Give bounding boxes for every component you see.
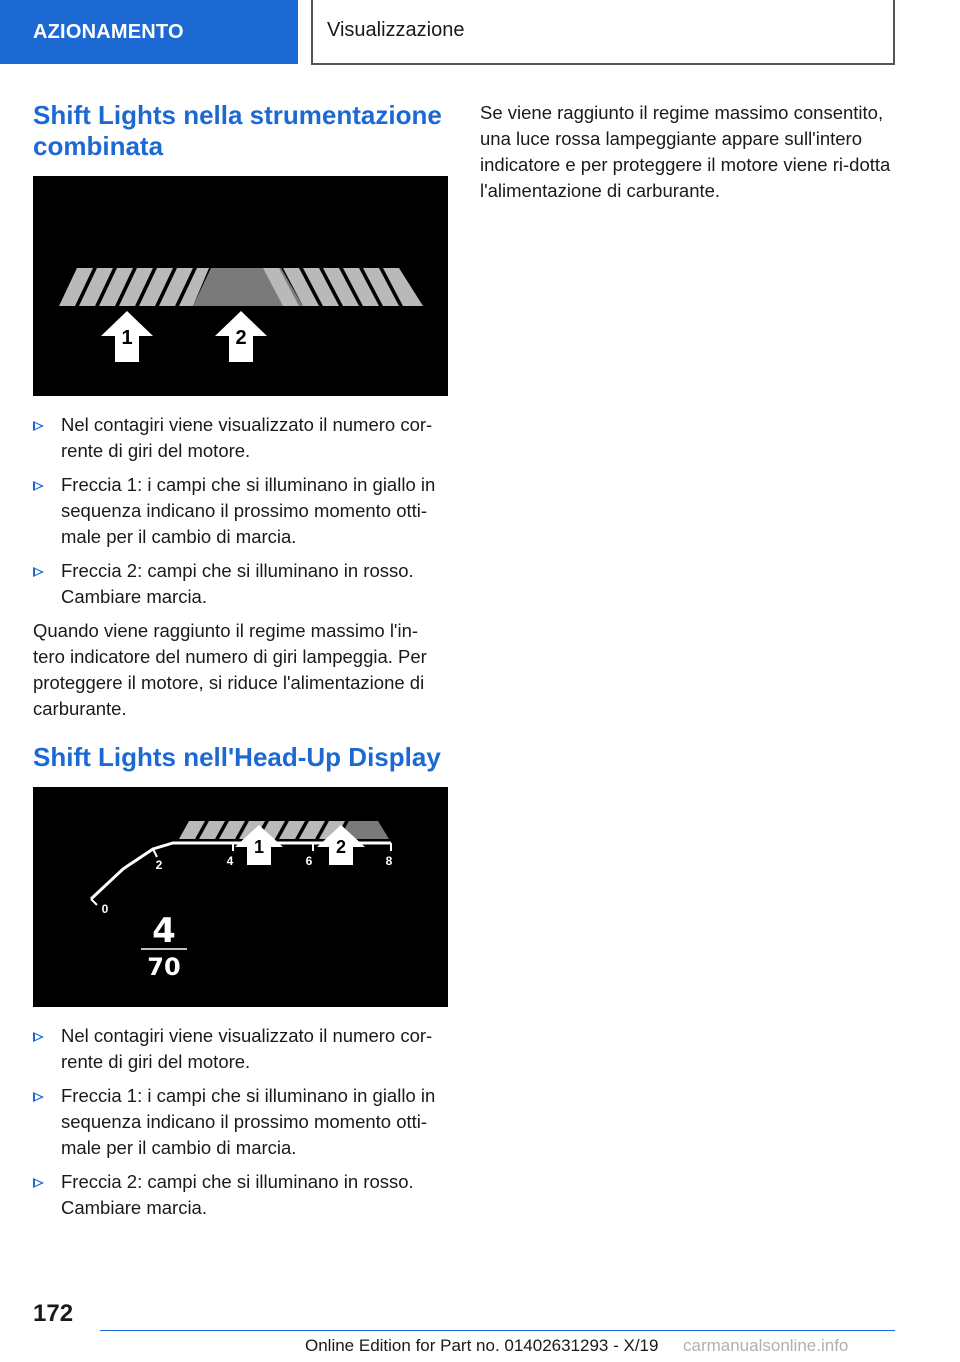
edition-text: Online Edition for Part no. 01402631293 - X/19 bbox=[305, 1336, 659, 1355]
right-column bbox=[480, 100, 900, 204]
hud-scale-8: 8 bbox=[385, 854, 393, 868]
hud-shift-segments bbox=[179, 821, 389, 839]
footer-divider bbox=[100, 1330, 895, 1331]
list-item: Freccia 2: campi che si illuminano in rosso. Cambiare marcia. bbox=[33, 1169, 448, 1221]
hud-scale-2: 2 bbox=[155, 858, 163, 872]
hud-scale-4: 4 bbox=[226, 854, 234, 868]
watermark: carmanualsonline.info bbox=[683, 1336, 849, 1355]
section1-title: Shift Lights nella strumentazione combinata bbox=[33, 100, 442, 161]
head-up-display-figure bbox=[33, 787, 448, 1007]
shift-light-segments bbox=[59, 268, 423, 306]
hud-shift-lights-graphic bbox=[33, 787, 448, 1007]
hud-arrow-1-label: 1 bbox=[253, 837, 265, 857]
list-item: Freccia 1: i campi che si illuminano in giallo in sequenza indicano il prossimo momento otti-male per il cambio di marcia. bbox=[33, 1083, 448, 1161]
hud-scale-0: 0 bbox=[101, 902, 109, 916]
hud-speed-value: 70 bbox=[147, 953, 181, 981]
section2-title: Shift Lights nell'Head-Up Display bbox=[33, 742, 441, 772]
list-item: Nel contagiri viene visualizzato il numero cor-rente di giri del motore. bbox=[33, 1023, 448, 1075]
left-column bbox=[33, 100, 448, 1229]
hud-arrow-2-label: 2 bbox=[335, 837, 347, 857]
page-number: 172 bbox=[33, 1300, 74, 1327]
arrow-2-label: 2 bbox=[235, 327, 247, 349]
chapter-title: Visualizzazione bbox=[311, 0, 895, 65]
right-paragraph: Se viene raggiunto il regime massimo consentito, una luce rossa lampeggiante appare sull'intero indicatore e per proteggere il motore viene ri-dotta l'alimentazione di carburante. bbox=[480, 102, 891, 201]
triangle-bullet-icon bbox=[33, 1092, 44, 1102]
list-item: Freccia 2: campi che si illuminano in rosso. Cambiare marcia. bbox=[33, 558, 448, 610]
hud-scale-6: 6 bbox=[305, 854, 313, 868]
triangle-bullet-icon bbox=[33, 481, 44, 491]
section-tab: AZIONAMENTO bbox=[0, 0, 298, 64]
triangle-bullet-icon bbox=[33, 1178, 44, 1188]
triangle-bullet-icon bbox=[33, 567, 44, 577]
instrument-cluster-figure bbox=[33, 176, 448, 396]
list-item: Nel contagiri viene visualizzato il numero cor-rente di giri del motore. bbox=[33, 412, 448, 464]
section1-paragraph: Quando viene raggiunto il regime massimo l'in-tero indicatore del numero di giri lampeggia. Per proteggere il motore, si riduce l'alimentazione di carburante. bbox=[33, 620, 427, 719]
arrow-1-label: 1 bbox=[121, 327, 133, 349]
section1-bullet-list bbox=[33, 412, 448, 610]
triangle-bullet-icon bbox=[33, 421, 44, 431]
list-item: Freccia 1: i campi che si illuminano in giallo in sequenza indicano il prossimo momento otti-male per il cambio di marcia. bbox=[33, 472, 448, 550]
hud-gear-value: 4 bbox=[152, 911, 176, 951]
triangle-bullet-icon bbox=[33, 1032, 44, 1042]
shift-lights-cluster-graphic bbox=[33, 176, 448, 396]
section2-bullet-list bbox=[33, 1023, 448, 1221]
